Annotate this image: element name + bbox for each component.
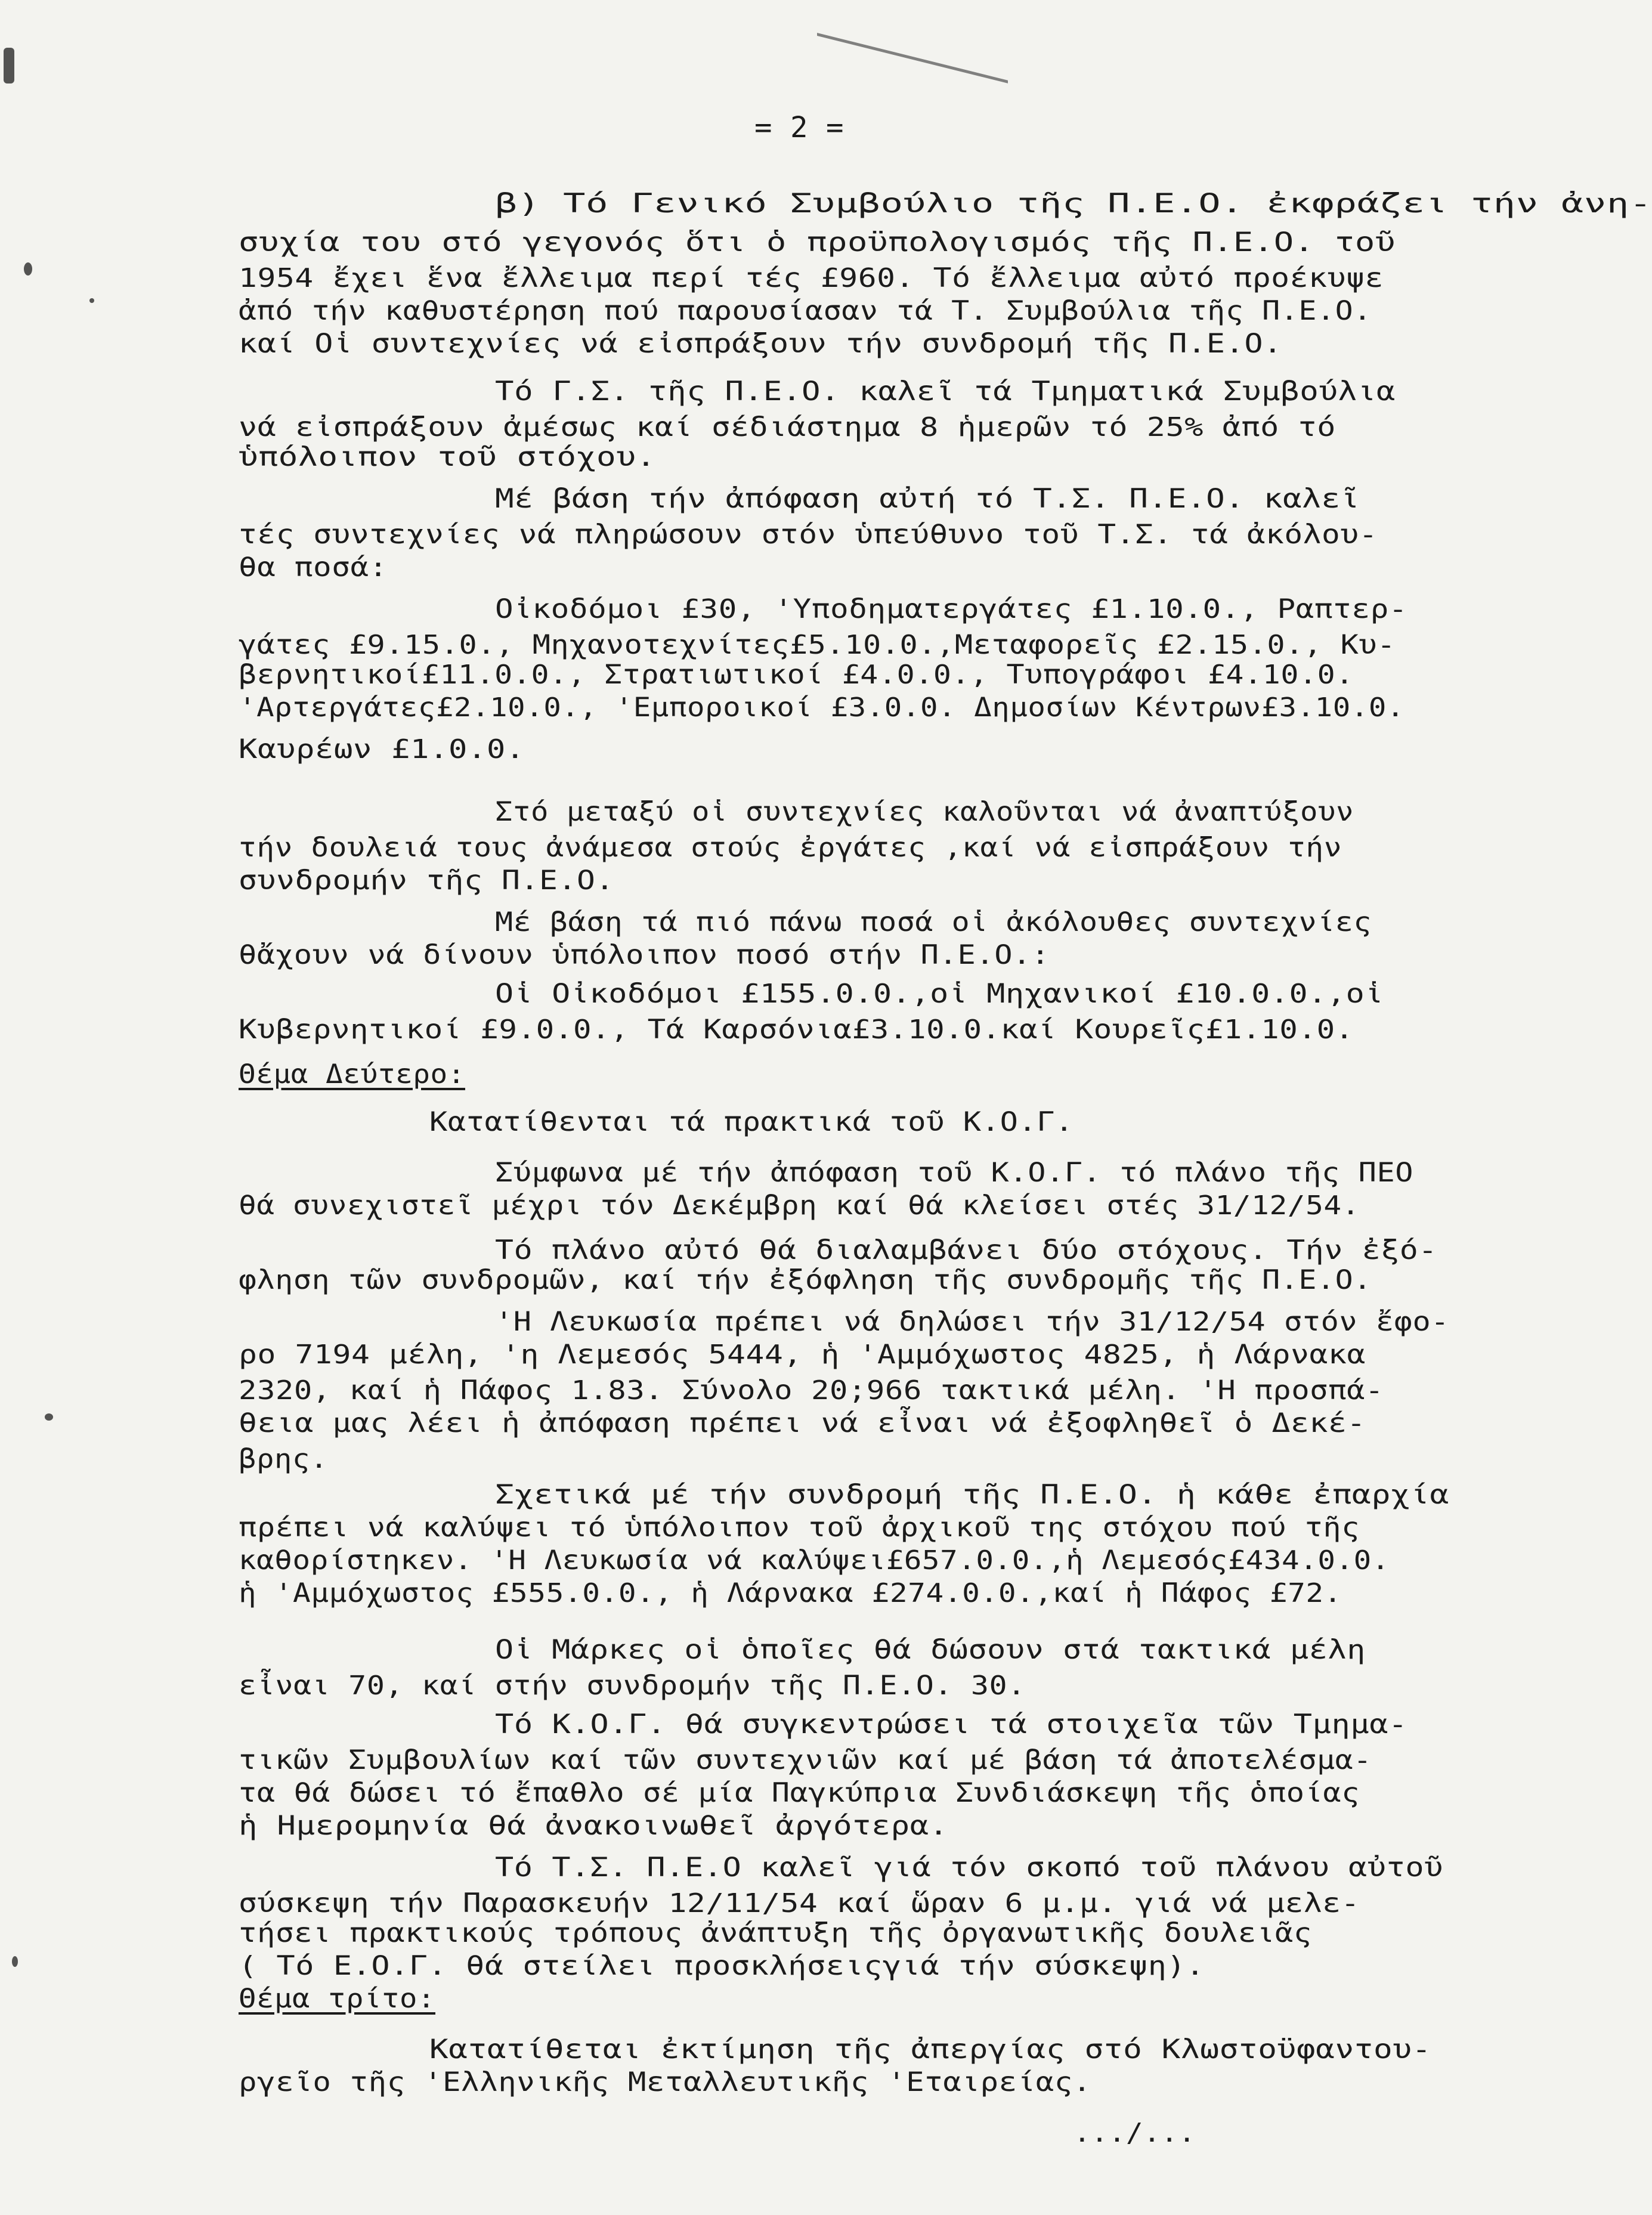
paragraph-11-line: θά συνεχιστεῖ μέχρι τόν Δεκέμβρη καί θά κλείσει στές 31/12/54.: [239, 1190, 1360, 1221]
paragraph-13-line: ρο 7194 μέλη, 'η Λεμεσός 5444, ἡ 'Αμμόχωστος 4825, ἡ Λάρνακα: [239, 1339, 1366, 1370]
paragraph-7-line: θἄχουν νά δίνουν ὑπόλοιπον ποσό στήν Π.Ε.Ο.:: [239, 940, 1050, 970]
margin-speck: [45, 1413, 53, 1421]
margin-speck: [12, 1956, 18, 1967]
paragraph-4-line: γάτες £9.15.0., Μηχανοτεχνίτες£5.10.0.,Μεταφορεῖς £2.15.0., Κυ-: [239, 630, 1396, 660]
paragraph-2-line: νά εἰσπράξουν ἀμέσως καί σέδιάστημα 8 ἡμερῶν τό 25% ἀπό τό: [239, 412, 1337, 443]
paragraph-13-line: 'Η Λευκωσία πρέπει νά δηλώσει τήν 31/12/54 στόν ἔφο-: [495, 1307, 1449, 1337]
paragraph-10-line: Κατατίθενται τά πρακτικά τοῦ Κ.Ο.Γ.: [429, 1107, 1074, 1137]
paragraph-17-line: τήσει πρακτικούς τρόπους ἀνάπτυξη τῆς ὀργανωτικῆς δουλειᾶς: [239, 1918, 1312, 1948]
paragraph-4-line: 'Αρτεργάτες£2.10.0., 'Εμποροικοί £3.0.0. Δημοσίων Κέντρων£3.10.0.: [239, 692, 1405, 723]
paragraph-15-line: Οἱ Μάρκες οἱ ὁποῖες θά δώσουν στά τακτικά μέλη: [495, 1635, 1366, 1665]
paragraph-4-line: Οἰκοδόμοι £30, 'Υποδηματεργάτες £1.10.0., Ραπτερ-: [495, 594, 1408, 624]
paragraph-14-line: πρέπει νά καλύψει τό ὑπόλοιπον τοῦ ἀρχικοῦ της στόχου πού τῆς: [239, 1512, 1360, 1543]
paragraph-17-line: σύσκεψη τήν Παρασκευήν 12/11/54 καί ὥραν 6 μ.μ. γιά νά μελε-: [239, 1888, 1360, 1919]
paragraph-14-line: ἡ 'Αμμόχωστος £555.0.0., ἡ Λάρνακα £274.0.0.,καί ἡ Πάφος £72.: [239, 1578, 1342, 1608]
paragraph-14-line: Σχετικά μέ τήν συνδρομή τῆς Π.Ε.Ο. ἡ κάθε ἐπαρχία: [495, 1480, 1449, 1510]
paragraph-8-line: Οἱ Οἰκοδόμοι £155.0.0.,οἱ Μηχανικοί £10.0.0.,οἱ: [495, 979, 1384, 1009]
paragraph-16-line: τα θά δώσει τό ἔπαθλο σέ μία Παγκύπρια Συνδιάσκεψη τῆς ὁποίας: [239, 1778, 1360, 1808]
paragraph-17-line: Τό Τ.Σ. Π.Ε.Ο καλεῖ γιά τόν σκοπό τοῦ πλάνου αὐτοῦ: [495, 1852, 1443, 1883]
paragraph-16-line: τικῶν Συμβουλίων καί τῶν συντεχνιῶν καί μέ βάση τά ἀποτελέσμα-: [239, 1745, 1372, 1775]
paper-fold-mark: [817, 0, 1008, 83]
paragraph-5-line: Καυρέων £1.0.0.: [239, 734, 525, 765]
paragraph-3-line: τές συντεχνίες νά πληρώσουν στόν ὑπεύθυνο τοῦ Τ.Σ. τά ἀκόλου-: [239, 519, 1378, 550]
margin-speck: [4, 48, 14, 83]
section-heading: Θέμα τρίτο:: [239, 1984, 436, 2014]
continuation-mark: .../...: [1074, 2118, 1196, 2148]
paragraph-13-line: βρης.: [239, 1444, 329, 1474]
paragraph-1-line: 1954 ἔχει ἕνα ἔλλειμα περί τές £960. Τό ἔλλειμα αὐτό προέκυψε: [239, 263, 1384, 293]
section-heading: Θέμα Δεύτερο:: [239, 1059, 465, 1090]
paragraph-4-line: βερνητικοί£11.0.0., Στρατιωτικοί £4.0.0., Τυπογράφοι £4.10.0.: [239, 660, 1354, 690]
paragraph-1-line: ἀπό τήν καθυστέρηση πού παρουσίασαν τά Τ. Συμβούλια τῆς Π.Ε.Ο.: [239, 296, 1372, 326]
paragraph-6-line: συνδρομήν τῆς Π.Ε.Ο.: [239, 865, 615, 896]
paragraph-8-line: Κυβερνητικοί £9.0.0., Τά Καρσόνια£3.10.0.καί Κουρεῖς£1.10.0.: [239, 1014, 1354, 1045]
paragraph-1-line: καί Οἱ συντεχνίες νά εἰσπράξουν τήν συνδρομή τῆς Π.Ε.Ο.: [239, 329, 1283, 359]
margin-speck: [24, 262, 32, 276]
paragraph-6-line: Στό μεταξύ οἱ συντεχνίες καλοῦνται νά ἀναπτύξουν: [495, 797, 1354, 827]
paragraph-16-line: ἡ Ημερομηνία θά ἀνακοινωθεῖ ἀργότερα.: [239, 1811, 948, 1841]
paragraph-3-line: Μέ βάση τήν ἀπόφαση αὐτή τό Τ.Σ. Π.Ε.Ο. καλεῖ: [495, 484, 1360, 514]
margin-speck: [89, 298, 94, 303]
paragraph-2-line: Τό Γ.Σ. τῆς Π.Ε.Ο. καλεῖ τά Τμηματικά Συμβούλια: [495, 376, 1396, 407]
paragraph-16-line: Τό Κ.Ο.Γ. θά συγκεντρώσει τά στοιχεῖα τῶν Τμημα-: [495, 1709, 1408, 1740]
paragraph-17-line: ( Τό Ε.Ο.Γ. θά στείλει προσκλήσειςγιά τήν σύσκεψη).: [239, 1951, 1205, 1981]
paragraph-2-line: ὑπόλοιπον τοῦ στόχου.: [239, 442, 656, 472]
paragraph-3-line: θα ποσά:: [239, 552, 388, 583]
page-number: = 2 =: [754, 111, 844, 144]
paragraph-14-line: καθορίστηκεν. 'Η Λευκωσία νά καλύψει£657.0.0.,ἡ Λεμεσός£434.0.0.: [239, 1545, 1390, 1576]
paragraph-12-line: φληση τῶν συνδρομῶν, καί τήν ἐξόφληση τῆς συνδρομῆς τῆς Π.Ε.Ο.: [239, 1265, 1372, 1295]
paragraph-7-line: Μέ βάση τά πιό πάνω ποσά οἱ ἀκόλουθες συντεχνίες: [495, 907, 1372, 938]
paragraph-1-line: συχία του στό γεγονός ὅτι ὁ προϋπολογισμός τῆς Π.Ε.Ο. τοῦ: [239, 227, 1396, 258]
paragraph-12-line: Τό πλάνο αὐτό θά διαλαμβάνει δύο στόχους. Τήν ἐξό-: [495, 1235, 1438, 1266]
paragraph-1-line: β) Τό Γενικό Συμβούλιο τῆς Π.Ε.Ο. ἐκφράζει τήν ἀνη-: [495, 188, 1652, 219]
paragraph-15-line: εἶναι 70, καί στήν συνδρομήν τῆς Π.Ε.Ο. 30.: [239, 1670, 1026, 1701]
paragraph-13-line: θεια μας λέει ἡ ἀπόφαση πρέπει νά εἶναι νά ἐξοφληθεῖ ὁ Δεκέ-: [239, 1408, 1366, 1438]
paragraph-13-line: 2320, καί ἡ Πάφος 1.83. Σύνολο 20;966 τακτικά μέλη. 'Η προσπά-: [239, 1375, 1384, 1406]
paragraph-6-line: τήν δουλειά τους ἀνάμεσα στούς ἐργάτες ,καί νά εἰσπράξουν τήν: [239, 833, 1342, 863]
paragraph-19-line: ργεῖο τῆς 'Ελληνικῆς Μεταλλευτικῆς 'Εταιρείας.: [239, 2067, 1092, 2098]
paragraph-11-line: Σύμφωνα μέ τήν ἀπόφαση τοῦ Κ.Ο.Γ. τό πλάνο τῆς ΠΕΟ: [495, 1158, 1414, 1188]
paragraph-19-line: Κατατίθεται ἐκτίμηση τῆς ἀπεργίας στό Κλωστοϋφαντου-: [429, 2034, 1431, 2065]
